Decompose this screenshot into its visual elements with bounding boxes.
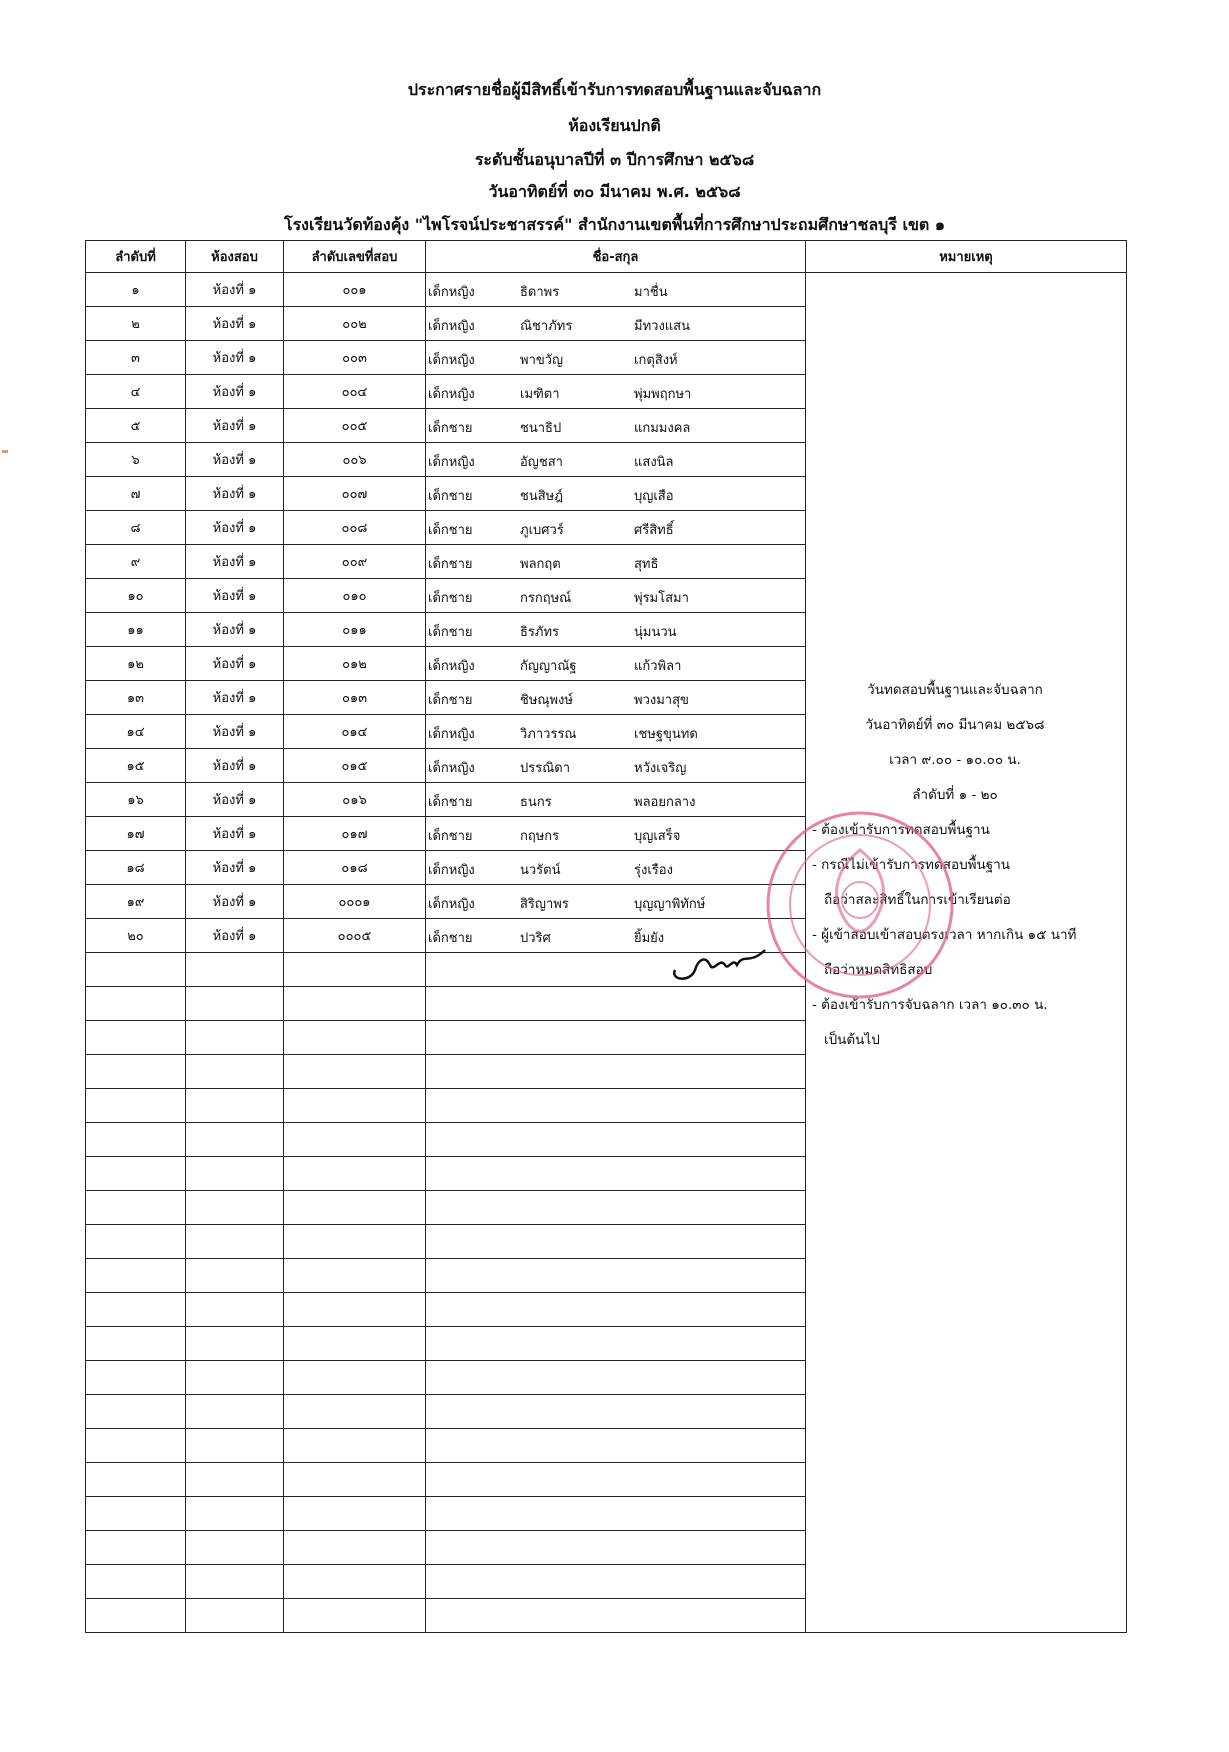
cell-exam-number: ๐๑๗	[284, 817, 426, 851]
cell-full-name	[426, 307, 806, 341]
first-name: ธนกร	[520, 795, 552, 810]
name-prefix: เด็กชาย	[428, 557, 473, 572]
name-prefix: เด็กชาย	[428, 421, 473, 436]
cell-exam-number: ๐๐๘	[284, 511, 426, 545]
cell-room: ห้องที่ ๑	[186, 885, 284, 919]
note-line: ถือว่าหมดสิทธิสอบ	[824, 962, 933, 978]
last-name: มีทวงแสน	[634, 319, 690, 334]
first-name: ภูเบศวร์	[520, 523, 564, 538]
cell-number: ๗	[86, 477, 186, 511]
empty-cell	[186, 1497, 284, 1531]
cell-full-name	[426, 817, 806, 851]
first-name: ธิดาพร	[520, 285, 560, 300]
empty-cell	[426, 1565, 806, 1599]
cell-number: ๒	[86, 307, 186, 341]
candidate-table	[85, 240, 1127, 1633]
first-name: วิภาวรรณ	[520, 727, 577, 742]
cell-full-name	[426, 851, 806, 885]
last-name: พุ่มพฤกษา	[634, 387, 692, 402]
first-name: กัญญาณัฐ	[520, 659, 577, 674]
note-line: ลำดับที่ ๑ - ๒๐	[912, 787, 998, 803]
cell-full-name	[426, 579, 806, 613]
cell-number: ๑๕	[86, 749, 186, 783]
empty-cell	[186, 1293, 284, 1327]
name-prefix: เด็กชาย	[428, 829, 473, 844]
cell-room: ห้องที่ ๑	[186, 851, 284, 885]
cell-room: ห้องที่ ๑	[186, 613, 284, 647]
empty-cell	[86, 1225, 186, 1259]
cell-exam-number: ๐๐๐๕	[284, 919, 426, 953]
cell-room: ห้องที่ ๑	[186, 409, 284, 443]
last-name: พวงมาสุข	[634, 693, 689, 708]
cell-full-name	[426, 273, 806, 307]
last-name: บุญเสือ	[634, 489, 674, 504]
cell-full-name	[426, 375, 806, 409]
empty-cell	[284, 1565, 426, 1599]
empty-cell	[186, 1599, 284, 1633]
col-header-no: ลำดับที่	[86, 241, 186, 273]
empty-cell	[186, 1395, 284, 1429]
cell-exam-number: ๐๐๗	[284, 477, 426, 511]
empty-cell	[186, 1565, 284, 1599]
first-name: เมฑิตา	[520, 387, 560, 402]
cell-number: ๑๒	[86, 647, 186, 681]
cell-room: ห้องที่ ๑	[186, 545, 284, 579]
empty-cell	[426, 1429, 806, 1463]
empty-cell	[426, 1463, 806, 1497]
cell-exam-number: ๐๐๕	[284, 409, 426, 443]
empty-cell	[284, 987, 426, 1021]
empty-cell	[186, 987, 284, 1021]
name-prefix: เด็กชาย	[428, 693, 473, 708]
empty-cell	[426, 1021, 806, 1055]
empty-cell	[284, 1021, 426, 1055]
cell-room: ห้องที่ ๑	[186, 477, 284, 511]
cell-number: ๕	[86, 409, 186, 443]
cell-number: ๑	[86, 273, 186, 307]
cell-room: ห้องที่ ๑	[186, 749, 284, 783]
empty-cell	[86, 953, 186, 987]
empty-cell	[284, 1395, 426, 1429]
cell-exam-number: ๐๐๐๑	[284, 885, 426, 919]
cell-exam-number: ๐๑๒	[284, 647, 426, 681]
scan-mark	[2, 450, 8, 453]
empty-cell	[86, 1429, 186, 1463]
name-prefix: เด็กชาย	[428, 523, 473, 538]
cell-exam-number: ๐๑๖	[284, 783, 426, 817]
empty-cell	[86, 1361, 186, 1395]
empty-cell	[426, 1293, 806, 1327]
name-prefix: เด็กหญิง	[428, 285, 475, 300]
cell-full-name	[426, 477, 806, 511]
last-name: แก้วพิลา	[634, 659, 682, 674]
cell-exam-number: ๐๑๘	[284, 851, 426, 885]
last-name: พุ่รมโสมา	[634, 591, 689, 606]
note-line: - ต้องเข้ารับการจับฉลาก เวลา ๑๐.๓๐ น.	[812, 997, 1048, 1013]
empty-cell	[86, 1123, 186, 1157]
empty-cell	[86, 1463, 186, 1497]
first-name: ชิษณุพงษ์	[520, 693, 573, 708]
empty-cell	[186, 1055, 284, 1089]
cell-exam-number: ๐๑๕	[284, 749, 426, 783]
cell-room: ห้องที่ ๑	[186, 919, 284, 953]
last-name: บุญเสร็จ	[634, 829, 681, 844]
empty-cell	[186, 1259, 284, 1293]
cell-room: ห้องที่ ๑	[186, 681, 284, 715]
empty-cell	[284, 1599, 426, 1633]
empty-cell	[426, 1531, 806, 1565]
name-prefix: เด็กหญิง	[428, 353, 475, 368]
name-prefix: เด็กหญิง	[428, 727, 475, 742]
empty-cell	[426, 1123, 806, 1157]
cell-number: ๑๗	[86, 817, 186, 851]
cell-number: ๙	[86, 545, 186, 579]
empty-cell	[284, 1429, 426, 1463]
table-header-row	[86, 241, 1127, 273]
name-prefix: เด็กชาย	[428, 795, 473, 810]
empty-cell	[86, 987, 186, 1021]
note-line: วันอาทิตย์ที่ ๓๐ มีนาคม ๒๕๖๘	[865, 717, 1045, 733]
cell-full-name	[426, 511, 806, 545]
last-name: เกตุสิงห์	[634, 353, 678, 368]
empty-cell	[86, 1395, 186, 1429]
first-name: พลกฤต	[520, 557, 561, 572]
empty-cell	[186, 1225, 284, 1259]
note-line: - กรณีไม่เข้ารับการทดสอบพื้นฐาน	[812, 857, 1011, 873]
empty-cell	[86, 1565, 186, 1599]
cell-number: ๑๓	[86, 681, 186, 715]
last-name: หวังเจริญ	[634, 761, 687, 776]
cell-full-name	[426, 341, 806, 375]
cell-room: ห้องที่ ๑	[186, 511, 284, 545]
first-name: นวรัตน์	[520, 863, 561, 878]
cell-room: ห้องที่ ๑	[186, 443, 284, 477]
cell-number: ๖	[86, 443, 186, 477]
cell-room: ห้องที่ ๑	[186, 783, 284, 817]
empty-cell	[426, 987, 806, 1021]
first-name: กฤษกร	[520, 829, 560, 844]
note-line: - ผู้เข้าสอบเข้าสอบตรงเวลา หากเกิน ๑๕ นาที	[812, 927, 1077, 943]
cell-number: ๑๘	[86, 851, 186, 885]
last-name: สุทธิ	[634, 557, 659, 572]
name-prefix: เด็กชาย	[428, 489, 473, 504]
empty-cell	[86, 1021, 186, 1055]
first-name: ชนาธิป	[520, 421, 562, 436]
cell-exam-number: ๐๐๖	[284, 443, 426, 477]
name-prefix: เด็กหญิง	[428, 319, 475, 334]
empty-cell	[426, 1191, 806, 1225]
empty-cell	[186, 953, 284, 987]
cell-room: ห้องที่ ๑	[186, 375, 284, 409]
empty-cell	[426, 1055, 806, 1089]
empty-cell	[86, 1531, 186, 1565]
empty-cell	[186, 1463, 284, 1497]
note-line: - ต้องเข้ารับการทดสอบพื้นฐาน	[812, 822, 990, 838]
last-name: แกมมงคล	[634, 421, 691, 436]
empty-cell	[186, 1089, 284, 1123]
empty-cell	[186, 1429, 284, 1463]
last-name: แสงนิล	[634, 455, 674, 470]
cell-room: ห้องที่ ๑	[186, 341, 284, 375]
cell-room: ห้องที่ ๑	[186, 647, 284, 681]
announcement-title: ประกาศรายชื่อผู้มีสิทธิ์เข้ารับการทดสอบพื้นฐานและจับฉลาก	[407, 80, 822, 99]
cell-full-name	[426, 613, 806, 647]
cell-room: ห้องที่ ๑	[186, 715, 284, 749]
cell-exam-number: ๐๐๙	[284, 545, 426, 579]
cell-number: ๔	[86, 375, 186, 409]
note-line: ถือว่าสละสิทธิ์ในการเข้าเรียนต่อ	[824, 892, 1011, 908]
empty-cell	[284, 1293, 426, 1327]
note-line: วันทดสอบพื้นฐานและจับฉลาก	[867, 682, 1043, 698]
cell-number: ๑๐	[86, 579, 186, 613]
empty-cell	[186, 1191, 284, 1225]
cell-number: ๑๑	[86, 613, 186, 647]
cell-full-name	[426, 545, 806, 579]
grade-level: ระดับชั้นอนุบาลปีที่ ๓ ปีการศึกษา ๒๕๖๘	[474, 150, 755, 169]
col-header-room: ห้องสอบ	[186, 241, 284, 273]
name-prefix: เด็กชาย	[428, 931, 473, 946]
exam-date: วันอาทิตย์ที่ ๓๐ มีนาคม พ.ศ. ๒๕๖๘	[488, 182, 741, 201]
first-name: ธิรภัทร	[520, 625, 560, 640]
cell-full-name	[426, 783, 806, 817]
empty-cell	[86, 1259, 186, 1293]
cell-full-name	[426, 885, 806, 919]
empty-cell	[426, 1361, 806, 1395]
name-prefix: เด็กหญิง	[428, 761, 475, 776]
empty-cell	[186, 1123, 284, 1157]
empty-cell	[186, 1531, 284, 1565]
name-prefix: เด็กชาย	[428, 625, 473, 640]
last-name: พลอยกลาง	[634, 795, 696, 810]
name-prefix: เด็กหญิง	[428, 897, 475, 912]
empty-cell	[284, 1497, 426, 1531]
cell-full-name	[426, 647, 806, 681]
cell-number: ๘	[86, 511, 186, 545]
empty-cell	[284, 1123, 426, 1157]
cell-exam-number: ๐๐๑	[284, 273, 426, 307]
cell-exam-number: ๐๐๒	[284, 307, 426, 341]
empty-cell	[284, 1225, 426, 1259]
empty-cell	[86, 1599, 186, 1633]
empty-cell	[426, 1225, 806, 1259]
cell-exam-number: ๐๑๓	[284, 681, 426, 715]
col-header-remark: หมายเหตุ	[806, 241, 1127, 273]
first-name: ชนสิษฎ์	[520, 489, 563, 504]
cell-number: ๒๐	[86, 919, 186, 953]
cell-full-name	[426, 715, 806, 749]
empty-cell	[86, 1497, 186, 1531]
empty-cell	[426, 1089, 806, 1123]
name-prefix: เด็กหญิง	[428, 659, 475, 674]
first-name: สิริญาพร	[520, 897, 569, 912]
last-name: มาชื่น	[634, 285, 668, 300]
last-name: รุ่งเรือง	[634, 863, 673, 878]
empty-cell	[284, 1463, 426, 1497]
last-name: เชษฐขุนทด	[634, 727, 698, 742]
empty-cell	[186, 1327, 284, 1361]
empty-cell	[284, 1055, 426, 1089]
last-name: ศรีสิทธิ์	[634, 523, 674, 538]
cell-room: ห้องที่ ๑	[186, 817, 284, 851]
cell-room: ห้องที่ ๑	[186, 579, 284, 613]
school-name: โรงเรียนวัดท้องคุ้ง "ไพโรจน์ประชาสรรค์" สำนักงานเขตพื้นที่การศึกษาประถมศึกษาชลบุรี เขต ๑	[283, 215, 946, 234]
school-seal-stamp	[755, 800, 965, 1010]
empty-cell	[86, 1327, 186, 1361]
empty-cell	[284, 1157, 426, 1191]
cell-room: ห้องที่ ๑	[186, 307, 284, 341]
name-prefix: เด็กหญิง	[428, 863, 475, 878]
note-line: เวลา ๙.๐๐ - ๑๐.๐๐ น.	[889, 752, 1021, 768]
empty-cell	[284, 1259, 426, 1293]
empty-cell	[86, 1191, 186, 1225]
cell-number: ๑๖	[86, 783, 186, 817]
first-name: อัญชสา	[520, 455, 563, 470]
empty-cell	[284, 1191, 426, 1225]
first-name: ปรรณิดา	[520, 761, 571, 776]
empty-cell	[284, 1089, 426, 1123]
empty-cell	[86, 1157, 186, 1191]
cell-number: ๓	[86, 341, 186, 375]
empty-cell	[426, 1327, 806, 1361]
empty-cell	[186, 1361, 284, 1395]
cell-full-name	[426, 749, 806, 783]
empty-cell	[426, 1497, 806, 1531]
empty-cell	[284, 953, 426, 987]
cell-room: ห้องที่ ๑	[186, 273, 284, 307]
cell-exam-number: ๐๐๔	[284, 375, 426, 409]
empty-cell	[86, 1089, 186, 1123]
empty-cell	[186, 1157, 284, 1191]
empty-cell	[426, 1157, 806, 1191]
note-line: เป็นต้นไป	[824, 1032, 880, 1048]
last-name: ยิ้มยัง	[634, 931, 665, 946]
col-header-exam-number: ลำดับเลขที่สอบ	[284, 241, 426, 273]
cell-exam-number: ๐๑๔	[284, 715, 426, 749]
name-prefix: เด็กหญิง	[428, 387, 475, 402]
empty-cell	[86, 1293, 186, 1327]
cell-full-name	[426, 443, 806, 477]
empty-cell	[186, 1021, 284, 1055]
empty-cell	[426, 1395, 806, 1429]
first-name: พาขวัญ	[520, 353, 564, 368]
cell-exam-number: ๐๑๑	[284, 613, 426, 647]
last-name: บุญญาพิทักษ์	[634, 897, 706, 912]
first-name: ปวริศ	[520, 931, 551, 946]
cell-exam-number: ๐๐๓	[284, 341, 426, 375]
cell-full-name	[426, 409, 806, 443]
empty-cell	[284, 1531, 426, 1565]
empty-cell	[284, 1361, 426, 1395]
table-row	[86, 273, 1127, 307]
empty-cell	[86, 1055, 186, 1089]
signature	[665, 945, 775, 985]
name-prefix: เด็กหญิง	[428, 455, 475, 470]
cell-number: ๑๙	[86, 885, 186, 919]
cell-full-name	[426, 681, 806, 715]
first-name: กรกฤษณ์	[520, 591, 572, 606]
cell-number: ๑๔	[86, 715, 186, 749]
last-name: นุ่มนวน	[634, 625, 677, 640]
empty-cell	[284, 1327, 426, 1361]
empty-cell	[426, 1259, 806, 1293]
name-prefix: เด็กชาย	[428, 591, 473, 606]
empty-cell	[426, 1599, 806, 1633]
cell-exam-number: ๐๑๐	[284, 579, 426, 613]
class-type: ห้องเรียนปกติ	[568, 116, 661, 135]
col-header-name: ชื่อ-สกุล	[426, 241, 806, 273]
first-name: ณิชาภัทร	[520, 319, 573, 334]
